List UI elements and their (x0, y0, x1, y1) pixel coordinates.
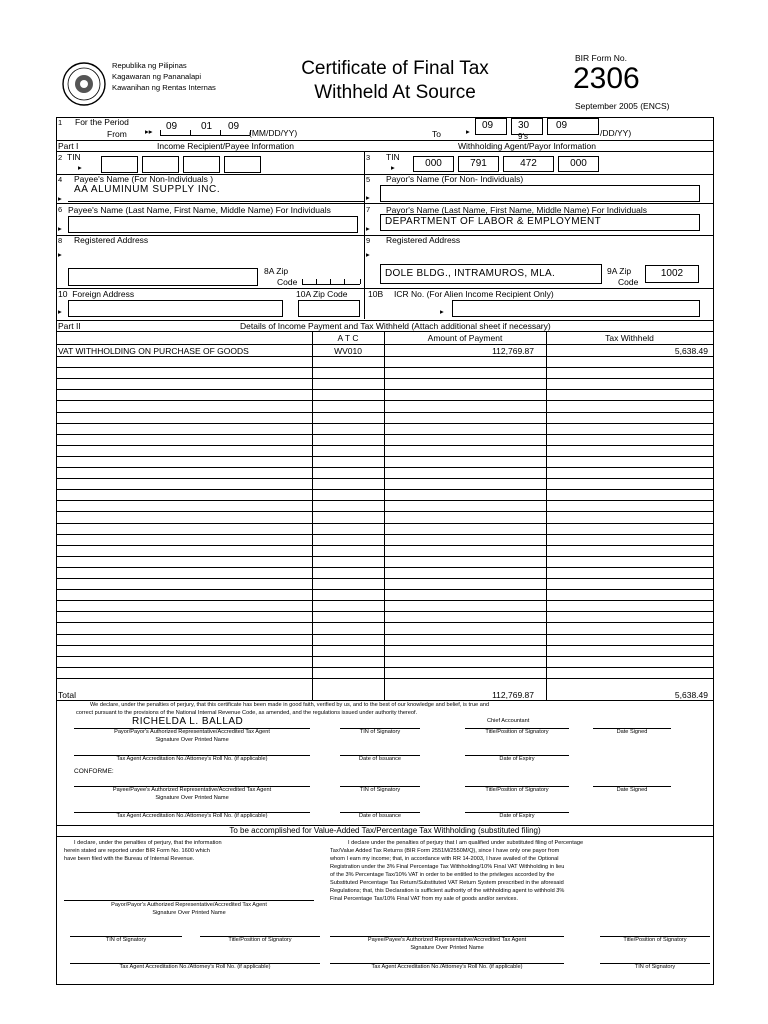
detail-grid-line (56, 578, 714, 579)
payor-zip-code: Code (618, 277, 639, 287)
payor-tin-item: 3 (366, 153, 371, 162)
bir-seal-icon (62, 62, 106, 106)
payee-foreign-text: Foreign Address (72, 289, 135, 299)
detail-grid-line (56, 567, 714, 568)
payee-name-line (68, 201, 364, 202)
payee-tin-arrow-icon: ▸ (78, 163, 82, 172)
form-title-line1: Certificate of Final Tax (301, 58, 489, 79)
to-date-format: /DD/YY) (600, 128, 632, 138)
detail-row-tax: 5,638.49 (674, 346, 708, 356)
payee-expiry-label: Date of Expiry (499, 813, 535, 819)
vat-payee-tin-sig-label: TIN of Signatory (634, 964, 676, 970)
vat-payee-accred-label: Tax Agent Accreditation No./Attorney's Roll No. (if applicable) (371, 964, 523, 970)
vat-payor-sig-label2: Signature Over Printed Name (152, 910, 226, 916)
sig-line (64, 900, 314, 901)
form-number: 2306 (573, 62, 640, 95)
vat-payor-sig-label1: Payor/Payor's Authorized Representative/Accredited Tax Agent (111, 902, 267, 908)
part1-right-heading: Withholding Agent/Payor Information (458, 141, 596, 151)
payor-name-label: Payor's Name (For Non- Individuals) (386, 174, 524, 184)
detail-grid-line (56, 456, 714, 457)
part1-left-heading: Income Recipient/Payee Information (157, 141, 295, 151)
payor-tin-part3: 472 (520, 158, 537, 169)
payee-foreign-zip-box (298, 300, 360, 317)
to-overlap-text: 9's (518, 132, 528, 141)
payee-sig-label1: Payee/Payee's Authorized Representative/Accredited Tax Agent (112, 787, 272, 793)
detail-row-desc: VAT WITHHOLDING ON PURCHASE OF GOODS (58, 346, 249, 356)
republic-text: Republika ng Pilipinas (112, 61, 187, 70)
payee-zip-tick (360, 279, 361, 284)
detail-grid-line (56, 489, 714, 490)
form-title-line2: Withheld At Source (314, 82, 476, 103)
payee-icr-box (452, 300, 700, 317)
detail-grid-line (56, 634, 714, 635)
from-date-format: (MM/DD/YY) (249, 128, 298, 138)
payee-foreign-label (58, 289, 134, 299)
payor-tin-label: TIN (386, 152, 400, 162)
vat-left-line: I declare, under the penalties of perjury, that the information (74, 840, 222, 846)
vat-payee-sig-label2: Signature Over Printed Name (410, 945, 484, 951)
detail-grid-line (56, 678, 714, 679)
detail-grid-line (56, 400, 714, 401)
form-date: September 2005 (ENCS) (575, 101, 670, 111)
vat-right-line: Regulations; that, this Declaration is sufficient authority of the withholding agent to withhold 3% (330, 888, 565, 894)
payee-date-signed-label: Date Signed (616, 787, 648, 793)
detail-grid-line (56, 367, 714, 368)
vat-right-line: whom I earn my income; that, in accordance with RR 14-2003, I have availed of the Optional (330, 856, 559, 862)
payee-ind-label: Payee's Name (Last Name, First Name, Middle Name) For Individuals (68, 205, 331, 215)
payee-name-item: 4 (58, 175, 63, 184)
payee-foreign-item: 10 (58, 289, 68, 299)
payor-title-sig-label: Title/Position of Signatory (485, 729, 549, 735)
signatory-title: Chief Accountant (487, 718, 530, 724)
to-day: 30 (518, 120, 530, 131)
payee-name-value: AA ALUMINUM SUPPLY INC. (74, 184, 221, 195)
payee-tin-box (142, 156, 179, 173)
to-year: 09 (556, 120, 568, 131)
payee-foreign-arrow-icon: ▸ (58, 307, 62, 316)
payor-addr-label: Registered Address (386, 235, 461, 245)
payor-ind-item: 7 (366, 205, 371, 214)
department-text: Kagawaran ng Pananalapi (112, 72, 202, 81)
payee-tin-box (101, 156, 138, 173)
payor-tin-part4: 000 (570, 158, 587, 169)
payor-addr-value: DOLE BLDG., INTRAMUROS, MLA. (385, 268, 556, 279)
payee-zip-code: Code (277, 277, 298, 287)
part1-heading-bottom (56, 151, 714, 152)
detail-grid-line (56, 667, 714, 668)
from-arrow-icon: ▸▸ (145, 127, 153, 136)
row-divider (56, 235, 714, 236)
payor-tin-part2: 791 (470, 158, 487, 169)
payor-accred-label: Tax Agent Accreditation No./Attorney's Roll No. (if applicable) (116, 756, 268, 762)
detail-grid-line (56, 445, 714, 446)
detail-grid-line (56, 412, 714, 413)
payor-addr-item: 9 (366, 236, 371, 245)
vat-left-line: herein stated are reported under BIR Form No. 1600 which (64, 848, 210, 854)
payor-name-item: 5 (366, 175, 371, 184)
vat-payee-sig-label1: Payee/Payee's Authorized Representative/Accredited Tax Agent (367, 937, 527, 943)
detail-row-amount: 112,769.87 (492, 346, 534, 356)
payor-tin-part1: 000 (425, 158, 442, 169)
payor-addr-arrow-icon: ▸ (366, 250, 370, 259)
vat-title-sig-label: Title/Position of Signatory (228, 937, 292, 943)
payor-zip-label: 9A Zip (607, 266, 632, 276)
payor-sig-label2: Signature Over Printed Name (155, 737, 229, 743)
vat-right-line: Tax/Value Added Tax Returns (BIR Form 2551M/2550M/Q), since I have only one payor from (330, 848, 560, 854)
signatory-name: RICHELDA L. BALLAD (132, 716, 244, 727)
payee-zip-tick (330, 279, 331, 284)
payee-tin-label: TIN (67, 152, 81, 162)
detail-grid-line (56, 545, 714, 546)
row-divider (56, 203, 714, 204)
row-divider (56, 288, 714, 289)
payee-zip-tick (316, 279, 317, 284)
to-year-box (547, 118, 599, 135)
payor-date-signed-label: Date Signed (616, 729, 648, 735)
payee-title-sig-label: Title/Position of Signatory (485, 787, 549, 793)
period-item: 1 (58, 118, 63, 127)
payee-addr-box (68, 268, 258, 286)
part2-heading: Details of Income Payment and Tax Withheld (Attach additional sheet if necessary) (240, 321, 551, 331)
payor-ind-arrow-icon: ▸ (366, 224, 370, 233)
detail-grid-line (56, 656, 714, 657)
declaration-line2: correct pursuant to the provisions of the National Internal Revenue Code, as amended, and the regulations issued under authority thereof. (76, 710, 418, 716)
detail-grid-line (56, 600, 714, 601)
payee-sig-label2: Signature Over Printed Name (155, 795, 229, 801)
part2-label: Part II (58, 321, 81, 331)
from-label: From (107, 129, 127, 139)
detail-row-atc: WV010 (334, 346, 362, 356)
detail-grid-line (56, 556, 714, 557)
payee-tin-box (183, 156, 220, 173)
payee-tin-item: 2 (58, 153, 63, 162)
vat-payee-title-sig-label: Title/Position of Signatory (623, 937, 687, 943)
payee-zip-line (302, 284, 360, 285)
frame-right (713, 117, 714, 985)
vat-right-line: I declare under the penalties of perjury that I am qualified under substituted filing of Percentage (348, 840, 584, 846)
detail-grid-line (56, 434, 714, 435)
detail-grid-line (56, 523, 714, 524)
payee-tin-box (224, 156, 261, 173)
from-year: 09 (228, 121, 240, 132)
from-tick (160, 130, 161, 135)
vat-heading-bottom (56, 836, 714, 837)
part2-heading-bottom (56, 331, 714, 332)
part1-top (56, 140, 714, 141)
frame-left (56, 117, 57, 985)
vat-right-line: Registration under the 3% Final Percentage Tax Withholding/10% Final VAT Withholding in lieu (330, 864, 565, 870)
detail-grid-line (56, 589, 714, 590)
payee-icr-label: ICR No. (For Alien Income Recipient Only) (394, 289, 554, 299)
from-tick (220, 130, 221, 135)
declaration-line1: We declare, under the penalties of perjury, that this certificate has been made in good faith, verified by us, and to the best of our knowledge and belief, is true and (90, 702, 490, 708)
vat-heading: To be accomplished for Value-Added Tax/Percentage Tax Withholding (substituted filing) (229, 826, 541, 835)
payor-sig-label1: Payor/Payor's Authorized Representative/Accredited Tax Agent (114, 729, 270, 735)
part1-label: Part I (58, 141, 79, 151)
payee-issue-label: Date of Issuance (359, 813, 401, 819)
detail-grid-line (56, 611, 714, 612)
from-month: 09 (166, 121, 178, 132)
payee-zip-tick (302, 279, 303, 284)
col-header-bottom (56, 344, 714, 345)
payee-icr-item: 10B (368, 289, 384, 299)
payor-tin-sig-label: TIN of Signatory (359, 729, 401, 735)
payee-foreign-box (68, 300, 283, 317)
payor-tin-arrow-icon: ▸ (391, 163, 395, 172)
form-number-label: BIR Form No. (575, 53, 627, 63)
payor-ind-label: Payor's Name (Last Name, First Name, Middle Name) For Individuals (386, 205, 647, 215)
total-tax: 5,638.49 (674, 690, 708, 700)
detail-grid-line (56, 378, 714, 379)
to-month: 09 (482, 120, 494, 131)
vat-left-line: have been filed with the Bureau of Internal Revenue. (64, 856, 195, 862)
to-label: To (432, 129, 441, 139)
payor-name-box (380, 185, 700, 202)
total-amount: 112,769.87 (492, 690, 534, 700)
frame-top (56, 117, 714, 118)
detail-grid-line (56, 511, 714, 512)
from-date-baseline (160, 135, 250, 136)
detail-grid-line (56, 356, 714, 357)
to-arrow-icon: ▸ (466, 127, 470, 136)
payee-accred-label: Tax Agent Accreditation No./Attorney's Roll No. (if applicable) (116, 813, 268, 819)
payee-addr-arrow-icon: ▸ (58, 250, 62, 259)
payee-zip-tick (344, 279, 345, 284)
from-day: 01 (201, 121, 213, 132)
total-label: Total (58, 690, 76, 700)
payor-ind-value: DEPARTMENT OF LABOR & EMPLOYMENT (385, 216, 602, 227)
from-tick (190, 130, 191, 135)
col-amount-header: Amount of Payment (427, 333, 503, 343)
payee-zip-label: 8A Zip (264, 266, 289, 276)
detail-grid-line (56, 622, 714, 623)
frame-bottom (56, 984, 714, 985)
payee-ind-item: 6 (58, 205, 63, 214)
detail-grid-line (56, 389, 714, 390)
detail-grid-line (56, 534, 714, 535)
payor-zip-value: 1002 (660, 268, 684, 279)
payee-name-label: Payee's Name (For Non-Individuals ) (74, 174, 214, 184)
col-tax-header: Tax Withheld (605, 333, 654, 343)
vat-right-line: Final Percentage Tax/10% Final VAT from my sale of goods and/or services. (330, 896, 518, 902)
payor-expiry-label: Date of Expiry (499, 756, 535, 762)
detail-grid-line (56, 500, 714, 501)
payee-name-arrow-icon: ▸ (58, 194, 62, 203)
vat-right-line: of the 3% Percentage Tax/10% VAT in order to be entitled to the privileges accorded by the (330, 872, 555, 878)
payee-foreign-zip-label: 10A Zip Code (296, 289, 348, 299)
payee-tin-sig-label: TIN of Signatory (359, 787, 401, 793)
vat-payor-accred-label: Tax Agent Accreditation No./Attorney's Roll No. (if applicable) (119, 964, 271, 970)
payee-addr-item: 8 (58, 236, 63, 245)
payee-ind-box (68, 216, 358, 233)
detail-grid-line (56, 645, 714, 646)
detail-grid-line (56, 467, 714, 468)
conforme-label: CONFORME: (74, 768, 114, 775)
total-bottom (56, 700, 714, 701)
bureau-text: Kawanihan ng Rentas Internas (112, 83, 216, 92)
detail-grid-line (56, 423, 714, 424)
vat-tin-sig-label: TIN of Signatory (105, 937, 147, 943)
payor-name-arrow-icon: ▸ (366, 193, 370, 202)
col-atc-header: A T C (337, 333, 359, 343)
detail-grid-line (56, 478, 714, 479)
payee-icr-arrow-icon: ▸ (440, 307, 444, 316)
payee-addr-label: Registered Address (74, 235, 149, 245)
payor-issue-label: Date of Issuance (359, 756, 401, 762)
period-label: For the Period (75, 117, 129, 127)
vat-right-line: Substituted Percentage Tax Return/Substituted VAT Return System prescribed in the aforesaid (330, 880, 564, 886)
payee-ind-arrow-icon: ▸ (58, 224, 62, 233)
